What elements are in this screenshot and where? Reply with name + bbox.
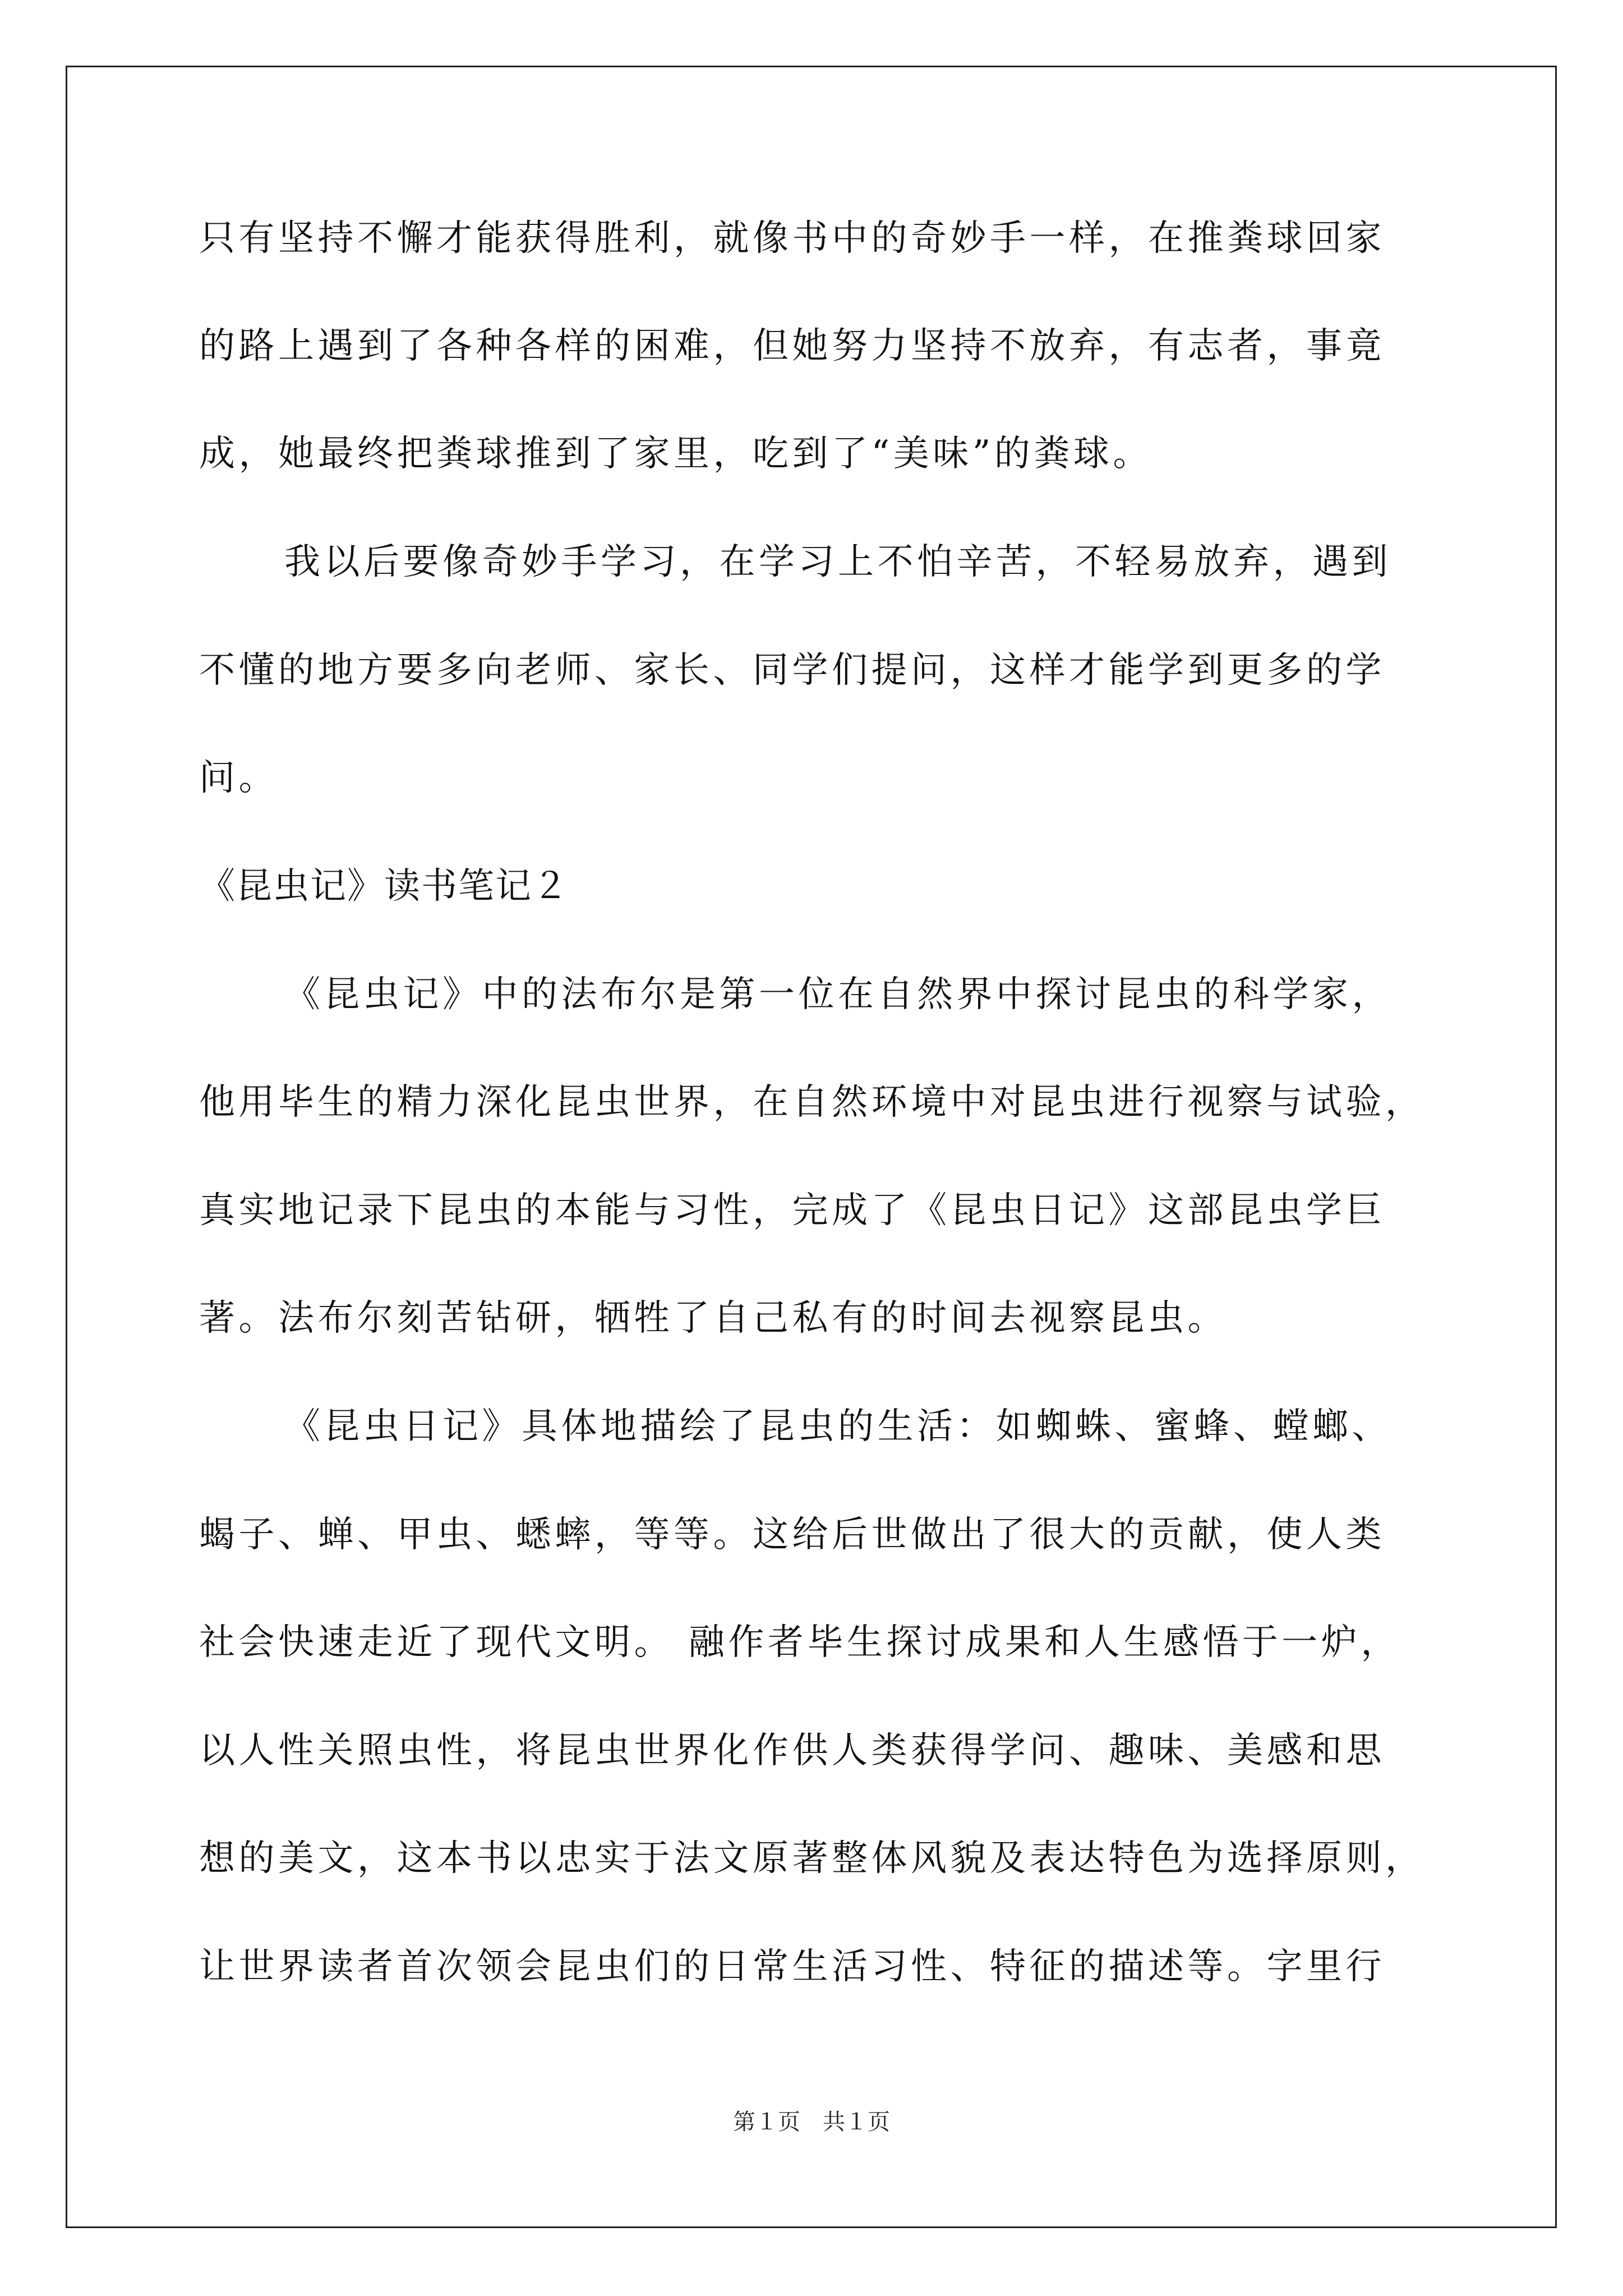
section-heading: 《昆虫记》读书笔记２ bbox=[199, 866, 569, 907]
text-line: 蝎子、蝉、甲虫、蟋蟀，等等。这给后世做出了很大的贡献，使人类 bbox=[199, 1514, 1385, 1556]
text-line: 问。 bbox=[199, 757, 278, 799]
text-line: 不懂的地方要多向老师、家长、同学们提问，这样才能学到更多的学 bbox=[199, 650, 1385, 691]
text-line: 想的美文，这本书以忠实于法文原著整体风貌及表达特色为选择原则， bbox=[199, 1838, 1425, 1879]
paragraph-first-line: 《昆虫日记》具体地描绘了昆虫的生活：如蜘蛛、蜜蜂、螳螂、 bbox=[284, 1406, 1391, 1447]
text-line: 的路上遇到了各种各样的困难，但她努力坚持不放弃，有志者，事竟 bbox=[199, 325, 1385, 367]
text-line: 只有坚持不懈才能获得胜利，就像书中的奇妙手一样，在推粪球回家 bbox=[199, 218, 1385, 259]
text-line: 社会快速走近了现代文明。 融作者毕生探讨成果和人生感悟于一炉， bbox=[199, 1622, 1400, 1663]
text-line: 成，她最终把粪球推到了家里，吃到了“美味”的粪球。 bbox=[199, 433, 1152, 475]
text-line: 著。法布尔刻苦钻研，牺牲了自己私有的时间去视察昆虫。 bbox=[199, 1297, 1227, 1339]
paragraph-first-line: 我以后要像奇妙手学习，在学习上不怕辛苦，不轻易放弃，遇到 bbox=[284, 541, 1391, 583]
text-line: 以人性关照虫性，将昆虫世界化作供人类获得学问、趣味、美感和思 bbox=[199, 1730, 1385, 1772]
paragraph-first-line: 《昆虫记》中的法布尔是第一位在自然界中探讨昆虫的科学家， bbox=[284, 974, 1391, 1015]
text-line: 他用毕生的精力深化昆虫世界，在自然环境中对昆虫进行视察与试验， bbox=[199, 1082, 1425, 1123]
page-border bbox=[66, 66, 1557, 2228]
text-line: 真实地记录下昆虫的本能与习性，完成了《昆虫日记》这部昆虫学巨 bbox=[199, 1190, 1385, 1231]
text-line: 让世界读者首次领会昆虫们的日常生活习性、特征的描述等。字里行 bbox=[199, 1946, 1385, 1987]
page-footer: 第１页 共１页 bbox=[733, 2109, 890, 2135]
